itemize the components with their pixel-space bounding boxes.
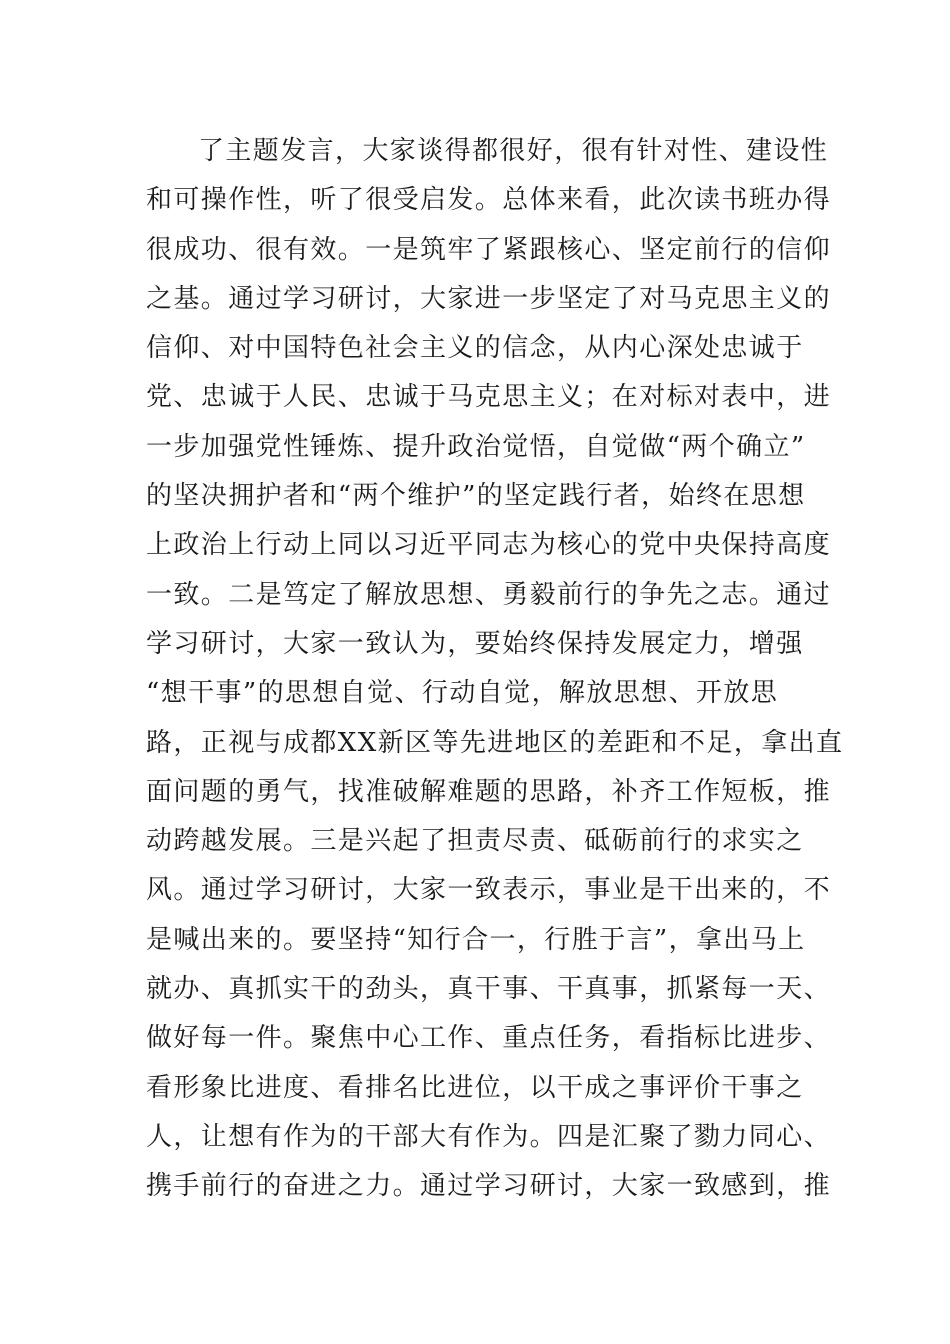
text-line: 就办、真抓实干的劲头，真干事、干真事，抓紧每一天、 [146, 974, 832, 1005]
text-line: 一致。二是笃定了解放思想、勇毅前行的争先之志。通过 [146, 579, 832, 610]
text-line: 了主题发言，大家谈得都很好，很有针对性、建设性 [198, 136, 829, 166]
text-line: 是喊出来的。要坚持“知行合一，行胜于言”，拿出马上 [146, 924, 806, 955]
text-line: 动跨越发展。三是兴起了担责尽责、砥砺前行的求实之 [146, 826, 804, 857]
text-line: 党、忠诚于人民、忠诚于马克思主义；在对标对表中，进 [146, 382, 832, 413]
text-line: 风。通过学习研讨，大家一致表示，事业是干出来的，不 [146, 875, 832, 906]
text-line: 很成功、很有效。一是筑牢了紧跟核心、坚定前行的信仰 [146, 234, 832, 265]
text-line: 携手前行的奋进之力。通过学习研讨，大家一致感到，推 [146, 1171, 832, 1202]
text-line: 人，让想有作为的干部大有作为。四是汇聚了勠力同心、 [146, 1121, 832, 1152]
text-line: 信仰、对中国特色社会主义的信念，从内心深处忠诚于 [146, 333, 804, 364]
text-line: 做好每一件。聚焦中心工作、重点任务，看指标比进步、 [146, 1023, 832, 1054]
text-line: 之基。通过学习研讨，大家进一步坚定了对马克思主义的 [146, 283, 832, 314]
text-line: 上政治上行动上同以习近平同志为核心的党中央保持高度 [146, 530, 832, 561]
text-line: 的坚决拥护者和“两个维护”的坚定践行者，始终在思想 [146, 481, 806, 512]
text-line: 学习研讨，大家一致认为，要始终保持发展定力，增强 [146, 628, 804, 659]
text-line: 和可操作性，听了很受启发。总体来看，此次读书班办得 [146, 185, 832, 216]
text-line: 看形象比进度、看排名比进位，以干成之事评价干事之 [146, 1072, 804, 1103]
text-line: 面问题的勇气，找准破解难题的思路，补齐工作短板，推 [146, 776, 832, 807]
body-text [146, 127, 844, 1212]
text-line: 一步加强党性锤炼、提升政治觉悟，自觉做“两个确立” [146, 431, 806, 462]
text-line: 路，正视与成都XX新区等先进地区的差距和不足，拿出直 [146, 727, 844, 758]
text-line: “想干事”的思想自觉、行动自觉，解放思想、开放思 [146, 678, 779, 709]
